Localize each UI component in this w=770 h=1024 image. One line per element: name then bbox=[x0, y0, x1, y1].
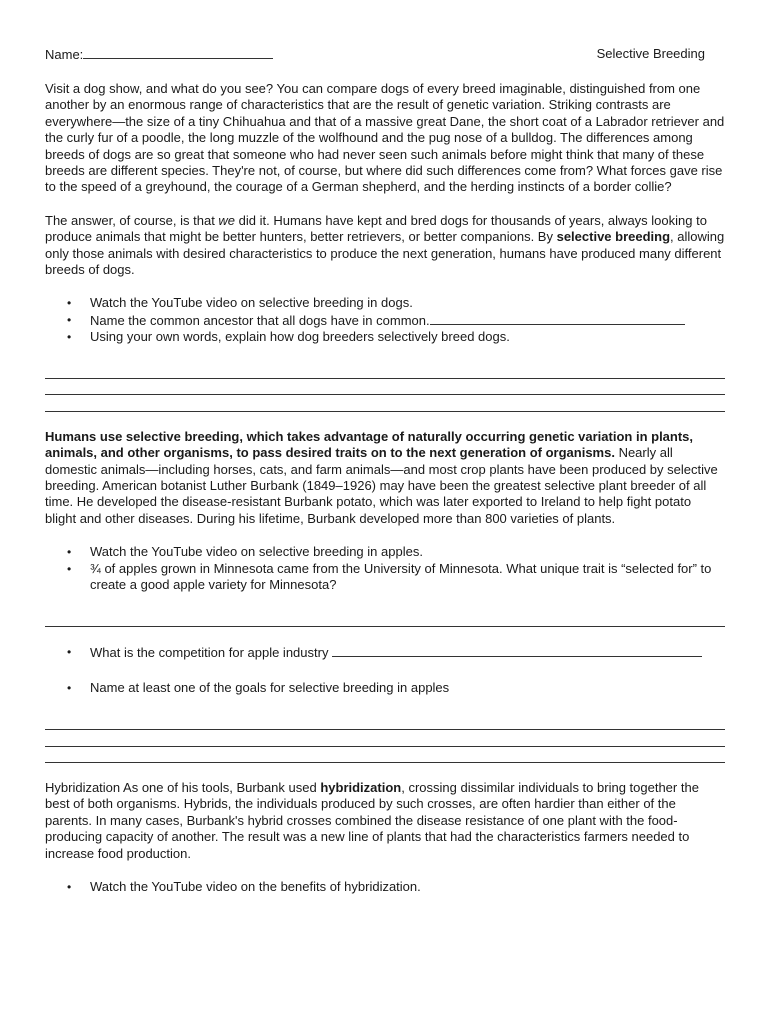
competition-question-list bbox=[45, 644, 725, 661]
name-blank bbox=[83, 46, 273, 59]
dog-tasks-list bbox=[45, 295, 725, 345]
hybridization-paragraph: Hybridization As one of his tools, Burbank used hybridization, crossing dissimilar individuals to bring together the best of both organisms. Hybrids, the individuals produced by such crosses, are often hardier than either of the parents. In many cases, Burbank's hybrid crosses combined the disease resistance of one plant with the food-producing capacity of another. The result was a new line of plants that had the characteristics farmers needed to increase food production. bbox=[45, 779, 699, 861]
list-item: • Watch the YouTube video on selective breeding in apples. bbox=[45, 544, 725, 560]
list-item: • Watch the YouTube video on the benefits of hybridization. bbox=[45, 879, 725, 895]
list-item: • What is the competition for apple industry bbox=[45, 644, 725, 661]
goals-question-list bbox=[45, 680, 725, 696]
answer-line[interactable] bbox=[45, 363, 725, 379]
burbank-paragraph: Humans use selective breeding, which takes advantage of naturally occurring genetic variation in plants, animals, and other organisms, to pass desired traits on to the next generation of organisms. Nearly all domestic animals—including horses, cats, and farm animals—and most crop plants have been produced by selective breeding. American botanist Luther Burbank (1849–1926) may have been the greatest selective plant breeder of all time. He developed the disease-resistant Burbank potato, which was later exported to Ireland to help fight potato blight and other diseases. During his lifetime, Burbank developed more than 800 varieties of plants. bbox=[45, 428, 718, 526]
name-label: Name: bbox=[45, 47, 84, 62]
term-selective-breeding: selective breeding bbox=[556, 229, 671, 245]
list-item: • Using your own words, explain how dog breeders selectively breed dogs. bbox=[45, 329, 725, 345]
worksheet-title: Selective Breeding bbox=[596, 46, 705, 61]
answer-line[interactable] bbox=[45, 730, 725, 746]
term-hybridization: hybridization bbox=[320, 779, 402, 795]
answer-line[interactable] bbox=[45, 395, 725, 411]
list-item: • ¾ of apples grown in Minnesota came from the University of Minnesota. What unique trait is “selected for” to create a good apple variety for Minnesota? bbox=[45, 561, 725, 594]
worksheet-page bbox=[45, 46, 725, 895]
apple-answer-lines bbox=[45, 611, 725, 627]
apple-tasks-list bbox=[45, 544, 725, 593]
key-statement: Humans use selective breeding, which takes advantage of naturally occurring genetic variation in plants, animals, and other organisms, to pass desired traits on to the next generation of organisms. bbox=[45, 428, 694, 461]
worksheet-header bbox=[45, 46, 725, 64]
ancestor-answer-blank[interactable] bbox=[430, 312, 685, 325]
dog-answer-lines bbox=[45, 363, 725, 412]
name-field bbox=[45, 46, 273, 64]
list-item: • Watch the YouTube video on selective breeding in dogs. bbox=[45, 295, 725, 311]
competition-answer-blank[interactable] bbox=[332, 644, 702, 657]
answer-line[interactable] bbox=[45, 714, 725, 730]
emphasis-we: we bbox=[218, 212, 236, 228]
goals-answer-lines bbox=[45, 714, 725, 763]
intro-paragraph: Visit a dog show, and what do you see? You can compare dogs of every breed imaginable, distinguished from one another by an enormous range of characteristics that are the result of genetic variation. Striking contrasts are everywhere—the size of a tiny Chihuahua and that of a massive great Dane, the short coat of a Labrador retriever and the curly fur of a poodle, the long muzzle of the wolfhound and the pug nose of a bulldog. The differences among breeds of dogs are so great that someone who had never seen such animals before might think that many of these breeds are different species. They're not, of course, but where did such differences come from? What forces gave rise to the speed of a greyhound, the courage of a German shepherd, and the herding instincts of a border collie? bbox=[45, 81, 725, 195]
answer-line[interactable] bbox=[45, 611, 725, 627]
list-item: • Name the common ancestor that all dogs have in common. bbox=[45, 312, 725, 329]
answer-paragraph: The answer, of course, is that we did it. Humans have kept and bred dogs for thousands of years, always looking to produce animals that might be better hunters, better retrievers, or better companions. By selective breeding, allowing only those animals with desired characteristics to produce the next generation, humans have produced many different breeds of dogs. bbox=[45, 212, 725, 278]
answer-line[interactable] bbox=[45, 747, 725, 763]
hybridization-tasks-list bbox=[45, 879, 725, 895]
list-item: • Name at least one of the goals for selective breeding in apples bbox=[45, 680, 725, 696]
answer-line[interactable] bbox=[45, 379, 725, 395]
